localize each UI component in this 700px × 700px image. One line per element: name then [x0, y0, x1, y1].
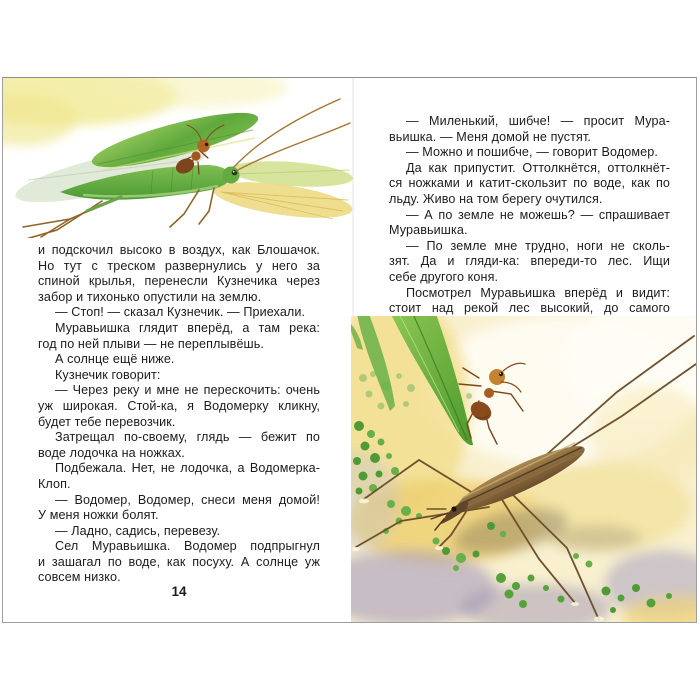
text-line: У меня ножки болят.	[38, 508, 159, 523]
text-line: Муравьишка.	[389, 223, 468, 238]
ant-eye	[499, 372, 503, 376]
text-line: Кузнечик говорит:	[55, 367, 161, 382]
text-line: себе другого коня.	[389, 269, 499, 284]
text-line: воде лодочка на ножках.	[38, 445, 185, 460]
text-line: А солнце ещё ниже.	[55, 352, 175, 367]
text-line: спиной крылья, перенесли Кузнечика через	[38, 274, 320, 289]
text-line: — Можно и пошибче, — говорит Водомер.	[406, 145, 658, 160]
text-line: год по ней плыви — не переплывёшь.	[38, 336, 265, 351]
text-line: — Миленький, шибче! — просит Мура-	[406, 114, 670, 128]
water-strider-eye	[451, 506, 456, 511]
text-line: и подскочил высоко в воздух, как Блошачок.	[38, 243, 320, 257]
text-line: — Ладно, садись, перевезу.	[55, 523, 221, 538]
text-line: забор и тихонько опустили на землю.	[38, 289, 262, 304]
text-line: совсем низко.	[38, 570, 121, 585]
left-page-text	[38, 243, 320, 586]
text-line: Муравьишка глядит вперёд, а там река:	[55, 320, 320, 335]
text-line: — По земле мне трудно, ноги не сколь-	[406, 238, 670, 253]
text-line: Да как припустит. Оттолкнётся, оттолкнёт-	[406, 160, 670, 175]
text-line: Клоп.	[38, 476, 71, 491]
right-page-text	[389, 114, 670, 317]
ant-eye	[205, 143, 208, 146]
grasshopper-with-ant-illustration	[3, 78, 353, 238]
text-line: стоит над рекой лес высокий, до самого	[389, 301, 670, 316]
text-line: льду. Живо на том берегу очутился.	[389, 191, 603, 206]
text-line: ся ножками и катит-скользит по воде, как по	[389, 176, 670, 191]
text-line: Сел Муравьишка. Водомер подпрыгнул	[55, 539, 320, 554]
text-line: — Стоп! — сказал Кузнечик. — Приехали.	[55, 305, 306, 320]
text-line: Посмотрел Муравьишка вперёд и видит:	[406, 285, 670, 300]
text-line: будет тебе перевозчик.	[38, 414, 176, 429]
text-line: Но тут с треском развернулись у него за	[38, 258, 320, 273]
text-line: зят. Да и гляди-ка: впереди-то лес. Ищи	[389, 254, 670, 269]
text-line: вьишка. — Меня домой не пустят.	[389, 129, 592, 144]
text-line: и зашагал по воде, как посуху. А солнце уж	[38, 554, 320, 569]
text-line: Затрещал по-своему, глядь — бежит по	[55, 430, 320, 445]
text-line: уж широкая. Стой-ка, я Водомерку кликну,	[38, 398, 320, 413]
water-strider-illustration	[351, 316, 696, 622]
text-line: — А по земле не можешь? — спрашивает	[406, 207, 670, 222]
book-spread	[2, 77, 697, 623]
text-line: Подбежала. Нет, не лодочка, а Водомерка-	[55, 461, 320, 476]
page-number: 14	[171, 584, 187, 599]
text-line: — Водомер, Водомер, снеси меня домой!	[55, 492, 320, 507]
text-line: — Через реку и мне не перескочить: очень	[55, 383, 320, 398]
